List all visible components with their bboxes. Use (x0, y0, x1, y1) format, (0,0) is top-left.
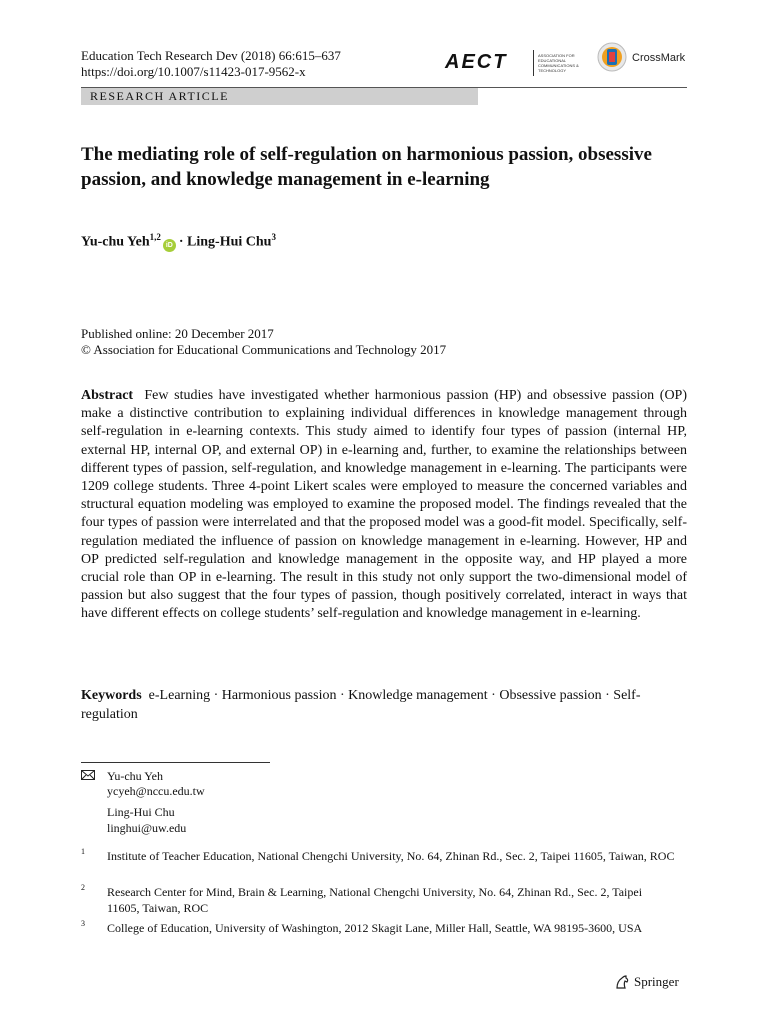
journal-line: Education Tech Research Dev (2018) 66:615–637 (81, 48, 341, 63)
publisher-name: Springer (634, 974, 679, 989)
contact-email[interactable]: ycyeh@nccu.edu.tw (107, 784, 205, 798)
envelope-icon (81, 770, 95, 780)
keywords-label: Keywords (81, 688, 142, 703)
aect-logo (445, 50, 585, 78)
crossmark-badge[interactable] (597, 42, 697, 76)
affiliation-text: Research Center for Mind, Brain & Learning, National Chengchi University, No. 64, Zhinan Rd., Sec. 2, Taipei 11605, Taiwan, ROC (107, 885, 643, 915)
keywords (81, 687, 687, 724)
abstract (81, 387, 687, 624)
contact-block (81, 769, 481, 839)
contact-name: Ling-Hui Chu (107, 805, 175, 819)
article-type: RESEARCH ARTICLE (90, 89, 229, 103)
orcid-icon[interactable]: iD (163, 239, 176, 252)
published-date: Published online: 20 December 2017 (81, 326, 274, 341)
abstract-text: Few studies have investigated whether harmonious passion (HP) and obsessive passion (OP) make a distinctive contribution to explaining individual differences in knowledge management through self-regulation in e-learning contexts. This study aimed to identify four types of passion (internal HP, external HP, internal OP, and external OP) in e-learning and, further, to examine the relationships between different types of passion, self-regulation, and knowledge management in e-learning. The participants were 1209 college students. Three 4-point Likert scales were employed to measure the concerned variables and structural equation modeling was employed to examine the proposed model. The findings revealed that the four types of passion were interrelated and that the proposed model was a good-fit model. Specifically, self-regulation mediated the influence of passion on knowledge management in e-learning. However, HP and OP predicted self-regulation and knowledge management in the opposite way, and HP played a more crucial role than OP in e-learning. The result in this study not only support the two-dimensional model of passion but also suggest that the four types of passion, though positively correlated, interact in ways that have different effects on college students’ self-regulation and knowledge management in e-learning. (81, 388, 687, 622)
footnote-rule (81, 762, 270, 763)
doi-link[interactable]: https://doi.org/10.1007/s11423-017-9562-x (81, 64, 306, 79)
affiliation-number: 3 (81, 919, 85, 928)
contact-name: Yu-chu Yeh (107, 769, 164, 783)
copyright: © Association for Educational Communications and Technology 2017 (81, 342, 447, 357)
author-affiliation-ref: 1,2 (149, 232, 161, 242)
crossmark-label: CrossMark (632, 52, 686, 64)
author-name[interactable]: Yu-chu Yeh (81, 234, 150, 250)
affiliation-number: 1 (81, 847, 85, 856)
springer-horse-icon (614, 974, 630, 990)
affiliation-text: Institute of Teacher Education, National Chengchi University, No. 64, Zhinan Rd., Sec. 2, Taipei 11605, Taiwan, ROC (107, 849, 675, 863)
abstract-label: Abstract (81, 388, 134, 403)
publisher-logo (614, 972, 694, 992)
keywords-text: e-Learning · Harmonious passion · Knowledge management · Obsessive passion · Self-regulation (81, 688, 641, 722)
contact-email[interactable]: linghui@uw.edu (107, 821, 187, 835)
author-name[interactable]: Ling-Hui Chu (187, 234, 272, 250)
aect-divider (533, 50, 534, 76)
author-affiliation-ref: 3 (271, 232, 276, 242)
author-line (81, 232, 276, 252)
aect-tagline: ASSOCIATION FOR EDUCATIONAL COMMUNICATIONS & TECHNOLOGY (538, 53, 579, 73)
publication-info (81, 326, 446, 358)
affiliation-number: 2 (81, 883, 85, 892)
crossmark-icon (597, 42, 627, 72)
aect-logo-text: AECT (445, 51, 508, 73)
journal-citation (81, 48, 341, 80)
affiliation-text: College of Education, University of Washington, 2012 Skagit Lane, Miller Hall, Seattle, WA 98195-3600, USA (107, 921, 643, 935)
article-title: The mediating role of self-regulation on harmonious passion, obsessive passion, and knowledge management in e-learning (81, 144, 652, 190)
author-separator: · (178, 234, 184, 250)
